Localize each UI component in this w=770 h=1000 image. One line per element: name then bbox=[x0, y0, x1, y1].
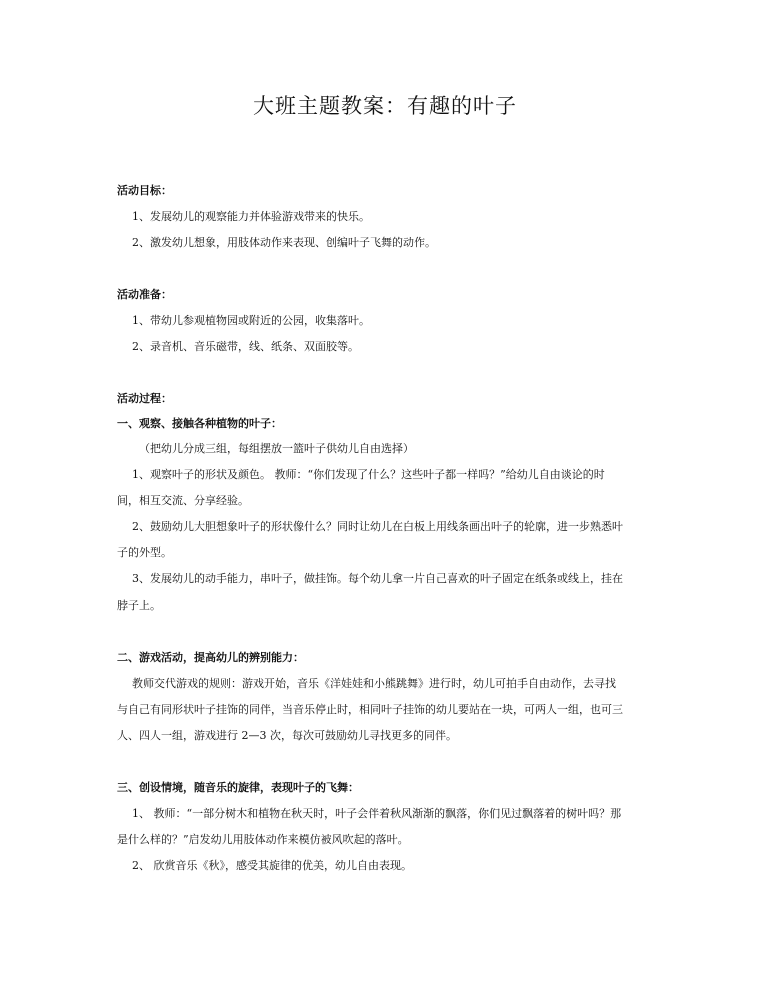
subsection-heading-observe: 一、观察、接触各种植物的叶子： bbox=[117, 417, 282, 430]
paragraph-line: 间，相互交流、分享经验。 bbox=[117, 494, 249, 507]
section-heading-prep: 活动准备： bbox=[117, 288, 172, 301]
list-item: 1、带幼儿参观植物园或附近的公园，收集落叶。 bbox=[132, 314, 370, 327]
paragraph-line: 2、鼓励幼儿大胆想象叶子的形状像什么？同时让幼儿在白板上用线条画出叶子的轮廓，进一步熟悉叶 bbox=[132, 520, 623, 533]
paragraph-line: 3、发展幼儿的动手能力，串叶子，做挂饰。每个幼儿拿一片自己喜欢的叶子固定在纸条或线上，挂在 bbox=[132, 572, 623, 585]
paragraph-line: 子的外型。 bbox=[117, 546, 172, 559]
section-heading-process: 活动过程： bbox=[117, 392, 172, 405]
section-heading-goals: 活动目标： bbox=[117, 184, 172, 197]
paragraph-line: 教师交代游戏的规则：游戏开始，音乐《洋娃娃和小熊跳舞》进行时，幼儿可拍手自由动作，去寻找 bbox=[132, 677, 616, 690]
list-item: 2、激发幼儿想象，用肢体动作来表现、创编叶子飞舞的动作。 bbox=[132, 236, 436, 249]
paragraph-line: 脖子上。 bbox=[117, 599, 161, 612]
paragraph-line: 是什么样的？”启发幼儿用肢体动作来模仿被风吹起的落叶。 bbox=[117, 833, 409, 846]
paragraph-line: 与自己有同形状叶子挂饰的同伴，当音乐停止时，相同叶子挂饰的幼儿要站在一块，可两人一组，也可三 bbox=[117, 703, 623, 716]
subsection-heading-scene: 三、创设情境，随音乐的旋律，表现叶子的飞舞： bbox=[117, 781, 359, 794]
list-item: 2、录音机、音乐磁带，线、纸条、双面胶等。 bbox=[132, 340, 359, 353]
subsection-heading-game: 二、游戏活动，提高幼儿的辨别能力： bbox=[117, 651, 304, 664]
paragraph-line: （把幼儿分成三组，每组摆放一篮叶子供幼儿自由选择） bbox=[139, 442, 414, 455]
paragraph-line: 2、 欣赏音乐《秋》，感受其旋律的优美，幼儿自由表现。 bbox=[132, 859, 412, 872]
paragraph-line: 人、四人一组，游戏进行 2—3 次，每次可鼓励幼儿寻找更多的同伴。 bbox=[117, 729, 457, 742]
list-item: 1、发展幼儿的观察能力并体验游戏带来的快乐。 bbox=[132, 210, 370, 223]
page-title: 大班主题教案：有趣的叶子 bbox=[253, 94, 517, 118]
paragraph-line: 1、观察叶子的形状及颜色。 教师：“你们发现了什么？这些叶子都一样吗？”给幼儿自由谈论的时 bbox=[132, 468, 605, 481]
paragraph-line: 1、 教师：“一部分树木和植物在秋天时，叶子会伴着秋风渐渐的飘落，你们见过飘落着的树叶吗？那 bbox=[132, 807, 622, 820]
